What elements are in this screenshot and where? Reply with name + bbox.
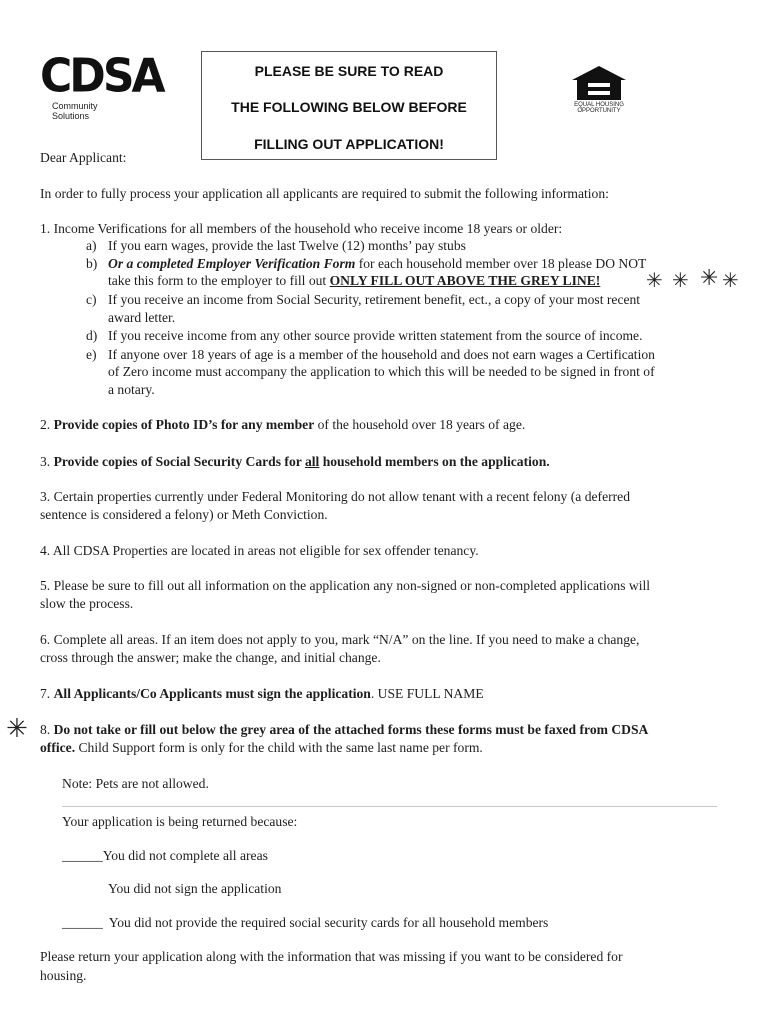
handwritten-star-icon: ✳ (646, 268, 663, 292)
item-1b-line2 (108, 273, 600, 289)
item-8-bold-2: office. (40, 740, 76, 755)
item-4: 4. All CDSA Properties are located in areas not eligible for sex offender tenancy. (40, 543, 479, 558)
item-8-bold: Do not take or fill out below the grey area of the attached forms these forms must be faxed from CDSA (53, 722, 649, 737)
item-1b-line2-text: take this form to the employer to fill out (108, 273, 330, 288)
item-8-line1 (40, 722, 648, 738)
item-1e-label: e) (86, 347, 97, 362)
notice-box (201, 51, 497, 160)
item-1c-line1: If you receive an income from Social Security, retirement benefit, ect., a copy of your most recent (108, 292, 641, 307)
item-1e-line2: of Zero income must accompany the application to which this will be needed to be signed in front of (108, 364, 655, 379)
item-7-prefix: 7. (40, 686, 54, 701)
handwritten-star-icon: ✳ (672, 268, 689, 292)
item-6-line1: 6. Complete all areas. If an item does not apply to you, mark “N/A” on the line. If you need to make a change, (40, 632, 640, 647)
item-5-line1: 5. Please be sure to fill out all information on the application any non-signed or non-completed applications will (40, 578, 651, 593)
eho-caption: EQUAL HOUSING OPPORTUNITY (574, 102, 624, 114)
item-1d-label: d) (86, 328, 98, 343)
employer-verification-text: Or a completed Employer Verification Form (108, 256, 356, 271)
returned-heading: Your application is being returned because: (62, 814, 298, 829)
logo-subtitle: Community Solutions (52, 101, 98, 121)
closing-line2: housing. (40, 968, 87, 983)
returned-reason-1 (62, 848, 268, 864)
item-3 (40, 454, 550, 470)
equal-housing-icon (568, 64, 630, 102)
item-1c-line2: award letter. (108, 310, 176, 325)
item-1-text: 1. Income Verifications for all members of the household who receive income 18 years or older: (40, 221, 563, 236)
item-8-line2 (40, 740, 483, 756)
item-1a-text: If you earn wages, provide the last Twelve (12) months’ pay stubs (108, 238, 466, 253)
handwritten-star-icon: ✳ (700, 266, 719, 291)
item-3b-line1: 3. Certain properties currently under Federal Monitoring do not allow tenant with a recent felony (a deferred (40, 489, 630, 504)
item-3-bold-all: all (304, 454, 320, 469)
grey-line-warning: ONLY FILL OUT ABOVE THE GREY LINE! (329, 273, 601, 288)
notice-line-3: FILLING OUT APPLICATION! (254, 136, 444, 152)
pets-note: Note: Pets are not allowed. (62, 776, 209, 791)
item-8-prefix: 8. (40, 722, 54, 737)
item-1a-label: a) (86, 238, 97, 253)
item-1c-label: c) (86, 292, 97, 307)
logo-text: CDSA (40, 49, 163, 104)
handwritten-star-icon: ✳ (722, 268, 739, 292)
closing-line1: Please return your application along with the information that was missing if you want to be considered for (40, 949, 623, 964)
cdsa-logo (38, 49, 163, 121)
item-7 (40, 686, 484, 702)
item-1e-line1: If anyone over 18 years of age is a member of the household and does not earn wages a Certification (108, 347, 655, 362)
item-7-rest: . USE FULL NAME (370, 686, 484, 701)
notice-line-2: THE FOLLOWING BELOW BEFORE (231, 99, 467, 115)
notice-line-1: PLEASE BE SURE TO READ (254, 63, 444, 79)
item-1b-label: b) (86, 256, 98, 271)
item-3-bold-1: Provide copies of Social Security Cards for (53, 454, 305, 469)
returned-reason-3 (62, 915, 548, 931)
reason-text: You did not sign the application (108, 881, 282, 896)
item-1b-rest: for each household member over 18 please DO NOT (355, 256, 647, 271)
greeting: Dear Applicant: (40, 150, 127, 165)
item-2 (40, 417, 525, 433)
item-3b-line2: sentence is considered a felony) or Meth Conviction. (40, 507, 328, 522)
item-1e-line3: a notary. (108, 382, 155, 397)
item-8-rest: Child Support form is only for the child with the same last name per form. (75, 740, 483, 755)
item-3-prefix: 3. (40, 454, 54, 469)
grey-line-divider (62, 806, 717, 807)
returned-reason-2 (108, 881, 281, 897)
equal-housing-logo (568, 64, 630, 116)
intro-text: In order to fully process your application all applicants are required to submit the following information: (40, 186, 609, 201)
item-2-rest: of the household over 18 years of age. (314, 417, 526, 432)
reason-text: You did not complete all areas (102, 848, 268, 863)
blank-line: ______ (62, 915, 103, 930)
blank-line: ______ (62, 848, 103, 863)
item-2-bold: Provide copies of Photo ID’s for any member (53, 417, 315, 432)
item-2-prefix: 2. (40, 417, 54, 432)
reason-text: You did not provide the required social security cards for all household members (108, 915, 549, 930)
item-5-line2: slow the process. (40, 596, 134, 611)
item-7-bold: All Applicants/Co Applicants must sign the application (53, 686, 371, 701)
handwritten-star-icon: ✳ (6, 714, 28, 744)
item-1b-line1 (108, 256, 646, 272)
item-3-bold-3: household members on the application. (319, 454, 550, 469)
item-1d-text: If you receive income from any other source provide written statement from the source of income. (108, 328, 643, 343)
item-6-line2: cross through the answer; make the change, and initial change. (40, 650, 381, 665)
item-1-heading (40, 221, 562, 237)
